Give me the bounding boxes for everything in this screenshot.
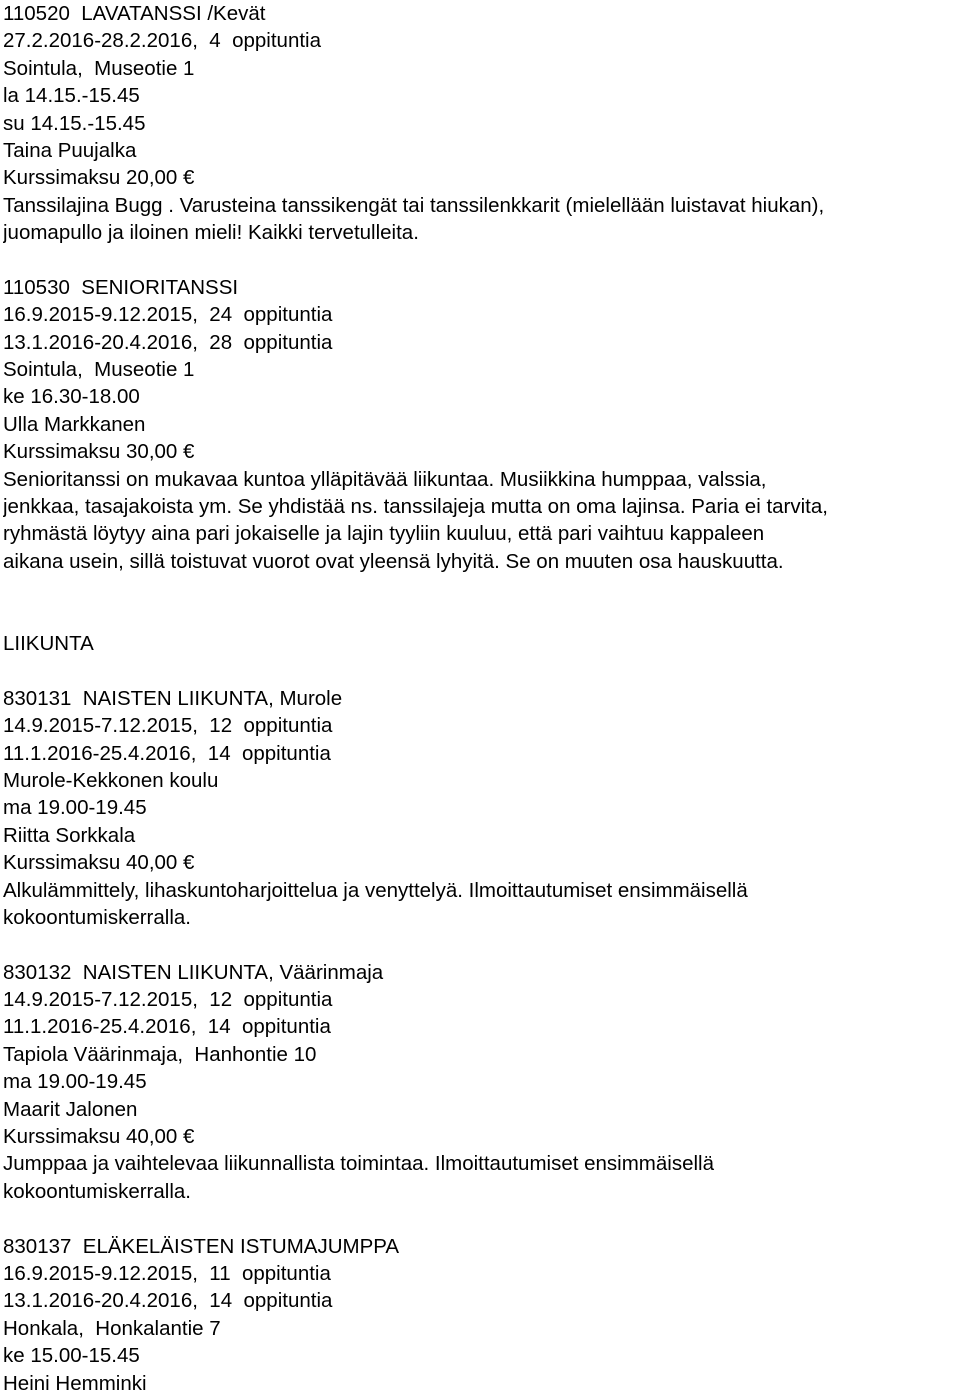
blank-line [3, 657, 958, 684]
text-line: jenkkaa, tasajakoista ym. Se yhdistää ns. tanssilajeja mutta on oma lajinsa. Paria ei tarvita, [3, 495, 828, 519]
blank-line [3, 247, 958, 274]
text-line: 27.2.2016-28.2.2016, 4 oppituntia [3, 29, 322, 53]
text-line: ke 15.00-15.45 [3, 1344, 140, 1368]
text-line: 830132 NAISTEN LIIKUNTA, Väärinmaja [3, 960, 384, 984]
document-page [3, 0, 958, 1397]
text-line: 13.1.2016-20.4.2016, 28 oppituntia [3, 330, 333, 354]
text-line: 830137 ELÄKELÄISTEN ISTUMAJUMPPA [3, 1234, 400, 1258]
text-line: Tapiola Väärinmaja, Hanhontie 10 [3, 1042, 317, 1066]
text-line: 14.9.2015-7.12.2015, 12 oppituntia [3, 714, 333, 738]
text-line: 110530 SENIORITANSSI [3, 275, 239, 299]
text-line: kokoontumiskerralla. [3, 1179, 191, 1203]
blank-line [3, 575, 958, 602]
text-line: 11.1.2016-25.4.2016, 14 oppituntia [3, 741, 331, 765]
blank-line [3, 1205, 958, 1232]
text-line: Kurssimaksu 30,00 € [3, 440, 195, 464]
text-line: LIIKUNTA [3, 631, 94, 655]
blank-line [3, 931, 958, 958]
text-line: Tanssilajina Bugg . Varusteina tanssikengät tai tanssilenkkarit (mielellään luistavat hiukan), [3, 193, 825, 217]
text-line: Kurssimaksu 40,00 € [3, 1125, 195, 1149]
text-line: 13.1.2016-20.4.2016, 14 oppituntia [3, 1289, 333, 1313]
text-line: 11.1.2016-25.4.2016, 14 oppituntia [3, 1015, 331, 1039]
text-line: 16.9.2015-9.12.2015, 24 oppituntia [3, 303, 333, 327]
blank-line [3, 603, 958, 630]
text-line: Honkala, Honkalantie 7 [3, 1316, 221, 1340]
text-line: su 14.15.-15.45 [3, 111, 146, 135]
text-line: Kurssimaksu 40,00 € [3, 851, 195, 875]
text-line: Heini Hemminki [3, 1371, 147, 1395]
text-line: Taina Puujalka [3, 138, 137, 162]
text-line: Senioritanssi on mukavaa kuntoa ylläpitävää liikuntaa. Musiikkina humppaa, valssia, [3, 467, 767, 491]
text-line: Kurssimaksu 20,00 € [3, 166, 195, 190]
text-line: 830131 NAISTEN LIIKUNTA, Murole [3, 686, 343, 710]
text-line: ryhmästä löytyy aina pari jokaiselle ja lajin tyyliin kuuluu, että pari vaihtuu kappaleen [3, 522, 765, 546]
text-line: Riitta Sorkkala [3, 823, 136, 847]
text-line: 14.9.2015-7.12.2015, 12 oppituntia [3, 988, 333, 1012]
text-line: Ulla Markkanen [3, 412, 146, 436]
text-line: la 14.15.-15.45 [3, 84, 140, 108]
text-line: Sointula, Museotie 1 [3, 358, 195, 382]
text-line: Jumppaa ja vaihtelevaa liikunnallista toimintaa. Ilmoittautumiset ensimmäisellä [3, 1152, 715, 1176]
text-line: Sointula, Museotie 1 [3, 56, 195, 80]
text-line: juomapullo ja iloinen mieli! Kaikki tervetulleita. [3, 221, 419, 245]
text-line: Alkulämmittely, lihaskuntoharjoittelua ja venyttelyä. Ilmoittautumiset ensimmäisellä [3, 878, 748, 902]
text-line: aikana usein, sillä toistuvat vuorot ovat yleensä lyhyitä. Se on muuten osa hauskuutta. [3, 549, 784, 573]
text-line: ma 19.00-19.45 [3, 1070, 147, 1094]
text-line: Maarit Jalonen [3, 1097, 138, 1121]
text-line: Murole-Kekkonen koulu [3, 768, 219, 792]
text-line: 16.9.2015-9.12.2015, 11 oppituntia [3, 1261, 331, 1285]
text-line: 110520 LAVATANSSI /Kevät [3, 2, 266, 25]
text-line: kokoontumiskerralla. [3, 905, 191, 929]
text-line: ma 19.00-19.45 [3, 796, 147, 820]
text-line: ke 16.30-18.00 [3, 385, 140, 409]
